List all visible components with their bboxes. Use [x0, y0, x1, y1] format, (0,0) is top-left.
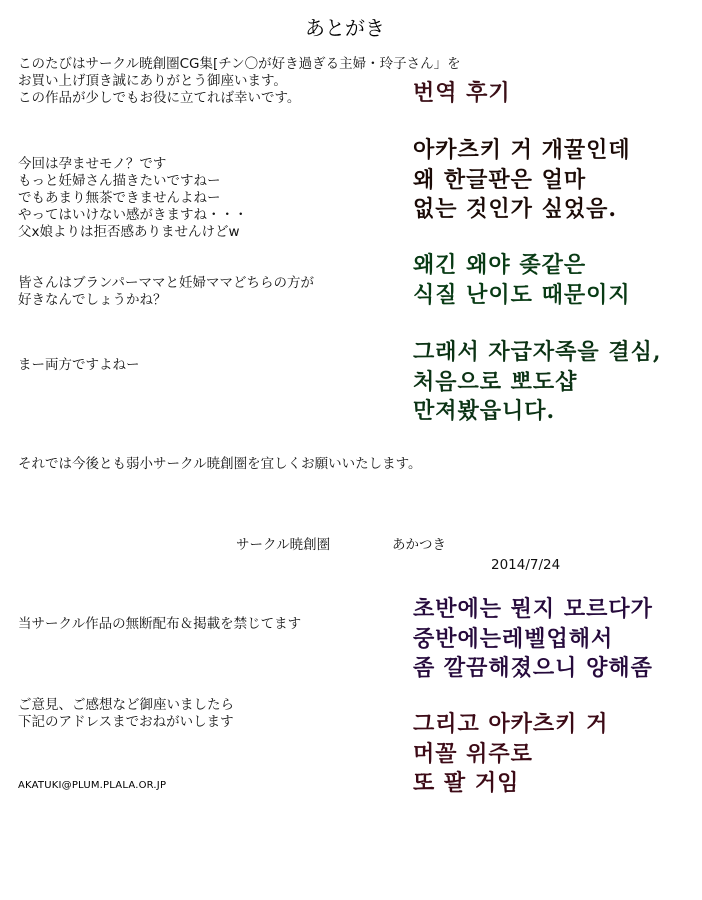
translator-note-block: [413, 136, 631, 225]
intro-line: この作品が少しでもお役に立てれば幸いです。: [18, 90, 301, 106]
email-address: AKATUKI@PLUM.PLALA.OR.JP: [18, 780, 167, 791]
translator-note-line: 그리고 아카츠키 거: [413, 711, 609, 737]
intro-line: このたびはサークル暁創圏CG集[チン〇が好き過ぎる主婦・玲子さん」を: [18, 56, 461, 72]
translator-heading: 번역 후기: [413, 80, 511, 106]
signature-author: あかつき: [392, 537, 446, 553]
contact-paragraph: [18, 697, 234, 731]
closing-line: それでは今後とも弱小サークル暁創圏を宜しくお願いいたします。: [18, 456, 422, 472]
translator-note-block: [413, 710, 608, 799]
translator-note-line: 중반에는레벨업해서: [413, 625, 614, 652]
body-line: もっと妊婦さん描きたいですねー: [18, 173, 221, 189]
translator-note-line: 아카츠키 거 개꿀인데: [413, 137, 631, 163]
translator-note-line: 그래서 자급자족을 결심,: [413, 339, 662, 365]
translator-note-block: [413, 251, 631, 310]
body-line: でもあまり無茶できませんよねー: [18, 190, 221, 206]
notice-line: 当サークル作品の無断配布＆掲載を禁じてます: [18, 616, 302, 632]
answer-line: まー両方ですよねー: [18, 357, 140, 373]
translator-note-line: 좀 깔끔해졌으니 양해좀: [413, 655, 653, 681]
translator-note-line: 식질 난이도 때문이지: [413, 281, 631, 308]
page-title: あとがき: [305, 16, 385, 40]
contact-line: 下記のアドレスまでおねがいします: [18, 714, 234, 730]
translator-note-line: 초반에는 뭔지 모르다가: [413, 596, 653, 622]
intro-paragraph: [18, 56, 461, 107]
body-line: 今回は孕ませモノ？です: [18, 156, 167, 172]
question-line: 好きなんでしょうかね？: [18, 292, 167, 308]
body-paragraph: [18, 156, 248, 241]
body-line: 父x娘よりは拒否感ありませんけどw: [18, 224, 240, 240]
translator-note-line: 만져봤읍니다.: [413, 398, 556, 424]
translator-note-line: 또 팔 거임: [413, 770, 520, 796]
translator-note-line: 없는 것인가 싶었음.: [413, 196, 617, 222]
translator-note-line: 왜긴 왜야 좆같은: [413, 252, 587, 278]
body-line: やってはいけない感がきますね・・・: [18, 207, 248, 223]
intro-line: お買い上げ頂き誠にありがとう御座います。: [18, 73, 287, 89]
translator-note-line: 처음으로 뽀도샵: [413, 368, 578, 395]
signature-circle: サークル暁創圏: [236, 537, 331, 553]
translator-note-block: [413, 595, 653, 684]
signature-date: 2014/7/24: [491, 557, 561, 573]
question-line: 皆さんはブランパーママと妊婦ママどちらの方が: [18, 275, 315, 291]
translator-note-line: 왜 한글판은 얼마: [413, 166, 587, 193]
question-paragraph: [18, 275, 314, 309]
translator-note-line: 머꼴 위주로: [413, 740, 533, 767]
contact-line: ご意見、ご感想など御座いましたら: [18, 697, 234, 713]
translator-note-block: [413, 338, 662, 427]
